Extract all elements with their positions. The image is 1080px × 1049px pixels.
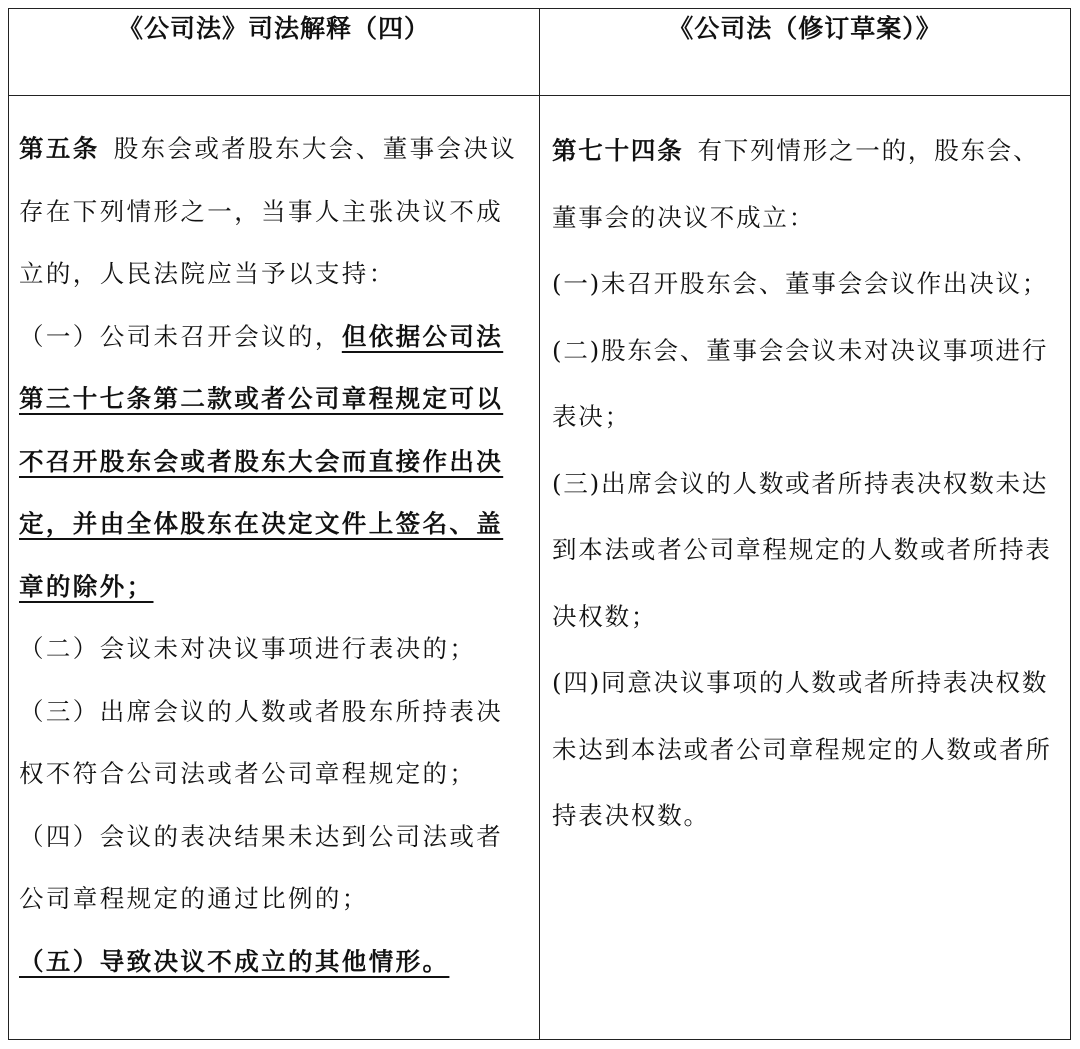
right-article-label: 第七十四条 — [552, 136, 684, 165]
left-article-label: 第五条 — [19, 134, 100, 163]
header-row — [9, 9, 1071, 96]
left-column-header: 《公司法》司法解释（四） — [9, 9, 540, 96]
right-item-1: (一)未召开股东会、董事会会议作出决议； — [552, 269, 1049, 298]
right-column-content — [540, 96, 1071, 1040]
left-item-3: （三）出席会议的人数或者股东所持表决权不符合公司法或者公司章程规定的； — [19, 696, 504, 788]
left-column-content — [9, 96, 540, 1040]
comparison-table — [8, 8, 1071, 1040]
left-item-4: （四）会议的表决结果未达到公司法或者公司章程规定的通过比例的； — [19, 821, 504, 913]
content-row — [9, 96, 1071, 1040]
right-item-2: (二)股东会、董事会会议未对决议事项进行表决； — [552, 335, 1049, 431]
left-item-5-text: （五）导致决议不成立的其他情形。 — [19, 946, 450, 976]
left-item-1 — [19, 306, 529, 619]
right-column-header: 《公司法（修订草案）》 — [540, 9, 1071, 96]
left-item-5 — [19, 931, 529, 994]
left-intro-paragraph — [19, 118, 529, 306]
left-intro-text: 股东会或者股东大会、董事会决议存在下列情形之一，当事人主张决议不成立的，人民法院应当予以支持： — [19, 134, 518, 288]
right-item-4: (四)同意决议事项的人数或者所持表决权数未达到本法或者公司章程规定的人数或者所持表决权数。 — [552, 668, 1052, 830]
left-item-1-text: （一）公司未召开会议的， — [19, 321, 342, 351]
right-intro-text: 有下列情形之一的，股东会、董事会的决议不成立： — [552, 136, 1040, 232]
right-intro-paragraph — [552, 118, 1058, 251]
left-item-1-exception: 但依据公司法第三十七条第二款或者公司章程规定可以不召开股东会或者股东大会而直接作出决定，并由全体股东在决定文件上签名、盖章的除外； — [19, 321, 504, 601]
right-item-3: (三)出席会议的人数或者所持表决权数未达到本法或者公司章程规定的人数或者所持表决权数； — [552, 468, 1052, 631]
left-item-2: （二）会议未对决议事项进行表决的； — [19, 634, 477, 663]
